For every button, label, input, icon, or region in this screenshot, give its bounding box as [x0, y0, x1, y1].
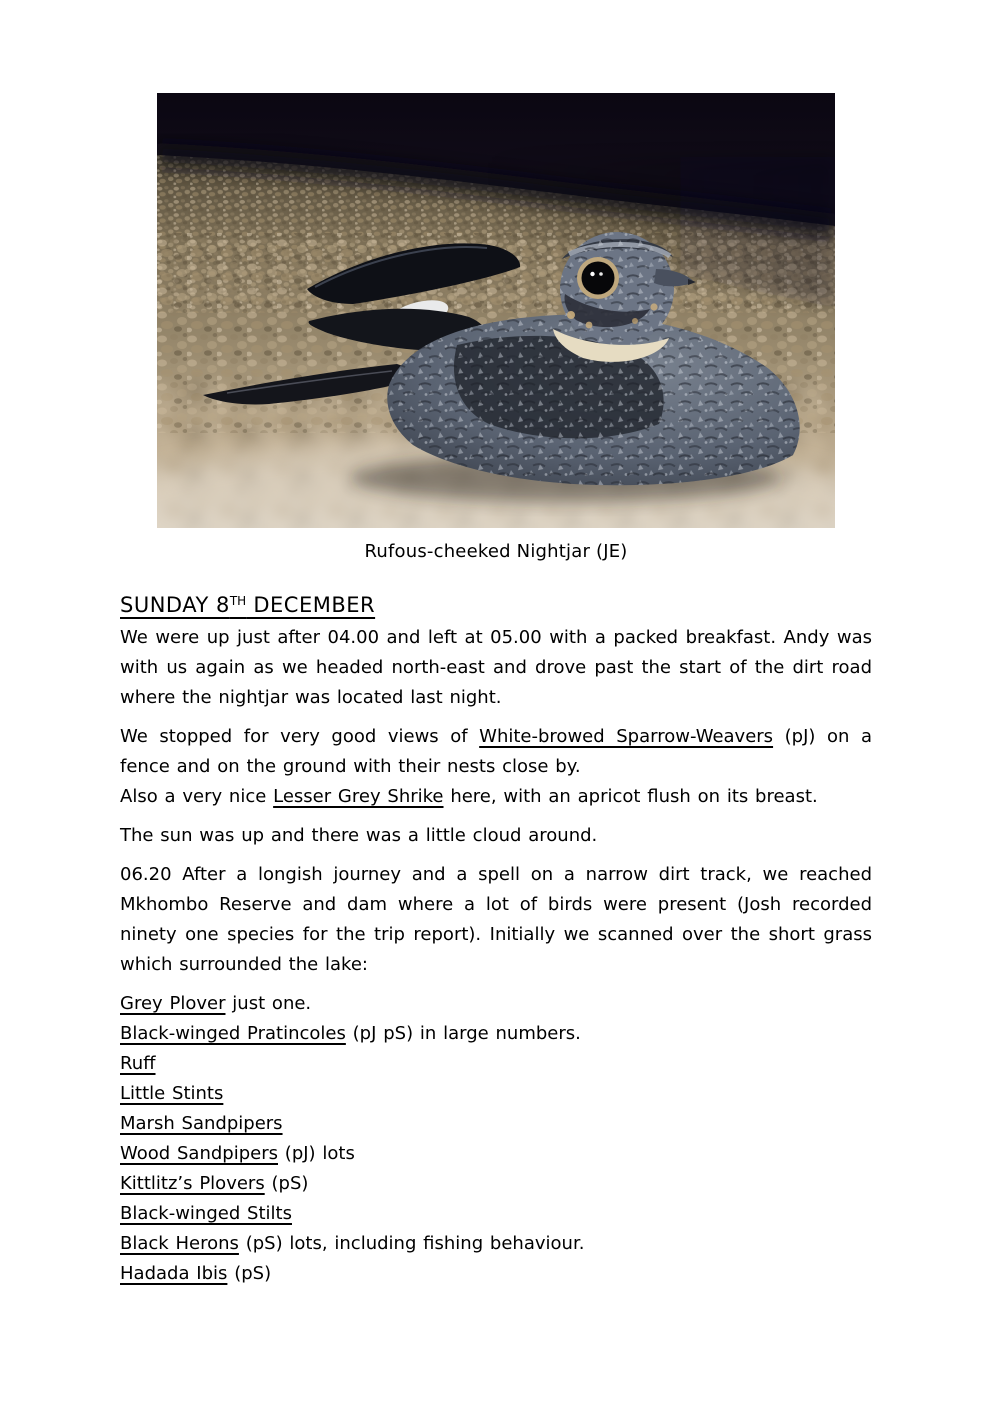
text-segment: (pS) — [227, 1263, 272, 1284]
species-name: White-browed Sparrow-Weavers — [479, 726, 774, 747]
paragraph-block — [120, 821, 872, 851]
species-name: Ruff — [120, 1053, 156, 1074]
species-line — [120, 1199, 872, 1229]
species-name: Black Herons — [120, 1233, 239, 1254]
text-line — [120, 782, 872, 812]
species-line — [120, 1079, 872, 1109]
day-heading — [120, 593, 872, 617]
text-segment: here, with an apricot flush on its breast. — [443, 786, 818, 807]
species-line — [120, 1019, 872, 1049]
text-segment: DECEMBER — [246, 593, 376, 617]
paragraph-block — [120, 860, 872, 980]
photo-caption: Rufous-cheeked Nightjar (JE) — [364, 541, 628, 562]
text-segment: (pJ) on a fence and on the ground with their nests close by. — [120, 726, 872, 777]
species-name: Wood Sandpipers — [120, 1143, 278, 1164]
species-name: Lesser Grey Shrike — [273, 786, 444, 807]
text-segment: SUNDAY 8 — [120, 593, 230, 617]
species-line — [120, 1139, 872, 1169]
species-line — [120, 1109, 872, 1139]
paragraph-block — [120, 722, 872, 812]
species-name: Little Stints — [120, 1083, 224, 1104]
species-name: Marsh Sandpipers — [120, 1113, 283, 1134]
species-line — [120, 1229, 872, 1259]
text-segment: (pS) lots, including fishing behaviour. — [238, 1233, 585, 1254]
species-line — [120, 1049, 872, 1079]
species-line — [120, 989, 872, 1019]
species-list — [120, 989, 872, 1289]
species-line — [120, 1259, 872, 1289]
text-segment: 06.20 After a longish journey and a spell on a narrow dirt track, we reached Mkhombo Reserve and dam where a lot of birds were present (Josh recorded ninety one species for the trip report). Initially we scanned over the short grass which surrounded the lake: — [120, 864, 872, 975]
species-line — [120, 1169, 872, 1199]
species-name: Black-winged Stilts — [120, 1203, 292, 1224]
text-segment: just one. — [225, 993, 312, 1014]
nightjar-photo — [157, 93, 835, 563]
text-segment: TH — [229, 594, 247, 608]
text-blocks — [120, 623, 872, 1289]
species-name: Black-winged Pratincoles — [120, 1023, 346, 1044]
text-segment: (pS) — [264, 1173, 309, 1194]
text-segment: Also a very nice — [120, 786, 274, 807]
text-segment: (pJ pS) in large numbers. — [345, 1023, 581, 1044]
species-name: Kittlitz’s Plovers — [120, 1173, 265, 1194]
text-segment: We stopped for very good views of — [120, 726, 480, 747]
text-segment: (pJ) lots — [278, 1143, 355, 1164]
text-segment: We were up just after 04.00 and left at 05.00 with a packed breakfast. Andy was with us again as we headed north-east and drove past the start of the dirt road where the nightjar was located last night. — [120, 627, 872, 708]
text-line — [120, 860, 872, 980]
text-line — [120, 623, 872, 713]
paragraph-block — [120, 623, 872, 713]
nightjar-photo-art — [157, 93, 835, 528]
species-name: Grey Plover — [120, 993, 226, 1014]
species-name: Hadada Ibis — [120, 1263, 228, 1284]
report-page — [120, 0, 872, 1289]
text-segment: The sun was up and there was a little cloud around. — [120, 825, 598, 846]
text-line — [120, 821, 872, 851]
text-line — [120, 722, 872, 782]
